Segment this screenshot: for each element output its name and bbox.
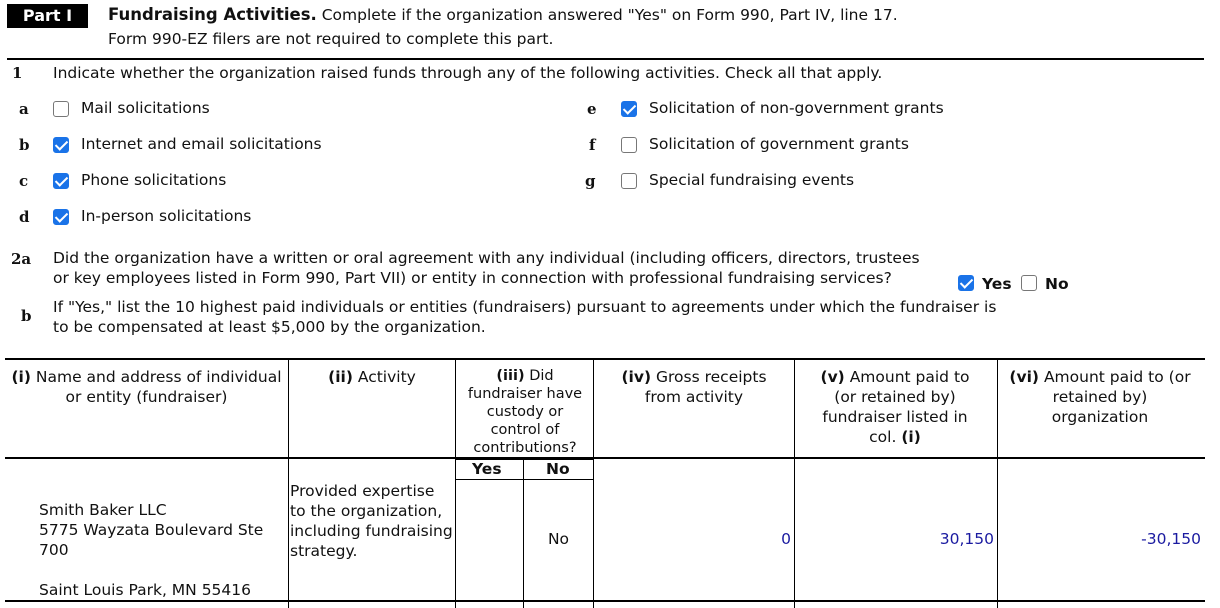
mail-solicitations-checkbox[interactable] xyxy=(53,101,69,117)
col-divider-5 xyxy=(997,360,998,608)
line-2b-text-1: If "Yes," list the 10 highest paid individuals or entities (fundraisers) pursuant to agreements under which the fundraiser is xyxy=(53,298,997,316)
fundraiser-city-state-zip: Saint Louis Park, MN 55416 xyxy=(39,581,252,599)
fundraiser-address-2: 700 xyxy=(39,541,69,559)
header-name-address: (i) Name and address of individual or entity (fundraiser) xyxy=(11,368,282,406)
table-row-bottom-border xyxy=(5,600,1205,602)
agreement-yes-checkbox[interactable] xyxy=(958,275,974,291)
custody-subheader-bottom-border xyxy=(455,479,594,480)
line-2a-text-2: or key employees listed in Form 990, Part VII) or entity in connection with professional fundraising services? xyxy=(53,269,892,287)
custody-no-value: No xyxy=(547,530,570,548)
line-2b-text-2: to be compensated at least $5,000 by the organization. xyxy=(53,318,486,336)
item-letter-a: a xyxy=(19,100,29,118)
part-subtitle: Form 990-EZ filers are not required to complete this part. xyxy=(108,30,554,48)
header-custody-yes: Yes xyxy=(472,460,502,478)
special-events-label: Special fundraising events xyxy=(649,171,855,189)
header-divider xyxy=(7,58,1204,60)
line-1-number: 1 xyxy=(12,64,23,82)
non-government-grants-checkbox[interactable] xyxy=(621,101,637,117)
part-label: Part I xyxy=(7,4,88,28)
government-grants-checkbox[interactable] xyxy=(621,137,637,153)
item-letter-d: d xyxy=(19,208,30,226)
line-2a-text-1: Did the organization have a written or oral agreement with any individual (including officers, directors, trustees xyxy=(53,249,920,267)
phone-solicitations-label: Phone solicitations xyxy=(81,171,227,189)
amount-paid-fundraiser-value: 30,150 xyxy=(939,530,994,548)
col-divider-1 xyxy=(288,360,289,608)
header-activity: (ii) Activity xyxy=(328,368,416,386)
mail-solicitations-label: Mail solicitations xyxy=(81,99,210,117)
header-amount-paid-fundraiser: (v) Amount paid to (or retained by) fundraiser listed in col. (i) xyxy=(820,368,970,446)
in-person-solicitations-checkbox[interactable] xyxy=(53,209,69,225)
item-letter-c: c xyxy=(19,172,29,190)
agreement-no-label: No xyxy=(1045,275,1069,293)
government-grants-label: Solicitation of government grants xyxy=(649,135,909,153)
table-top-border xyxy=(5,358,1205,360)
item-letter-g: g xyxy=(585,172,596,190)
line-1-text: Indicate whether the organization raised funds through any of the following activities. Check all that apply. xyxy=(53,64,883,82)
line-2b-letter: b xyxy=(21,307,32,325)
in-person-solicitations-label: In-person solicitations xyxy=(81,207,252,225)
item-letter-f: f xyxy=(589,136,596,154)
fundraiser-activity: Provided expertise to the organization, including fundraising strategy. xyxy=(290,482,453,560)
special-events-checkbox[interactable] xyxy=(621,173,637,189)
header-gross-receipts: (iv) Gross receipts from activity xyxy=(621,368,767,406)
phone-solicitations-checkbox[interactable] xyxy=(53,173,69,189)
fundraiser-name: Smith Baker LLC xyxy=(39,501,167,519)
item-letter-e: e xyxy=(587,100,597,118)
agreement-no-checkbox[interactable] xyxy=(1021,275,1037,291)
internet-solicitations-label: Internet and email solicitations xyxy=(81,135,322,153)
header-custody: (iii) Did fundraiser have custody or control of contributions? xyxy=(467,368,583,456)
col-divider-2 xyxy=(455,360,456,608)
item-letter-b: b xyxy=(19,136,30,154)
fundraiser-address-1: 5775 Wayzata Boulevard Ste xyxy=(39,521,264,539)
line-2a-number: 2a xyxy=(11,250,32,268)
part-title: Fundraising Activities. xyxy=(108,5,317,24)
amount-paid-organization-value: -30,150 xyxy=(1141,530,1201,548)
non-government-grants-label: Solicitation of non-government grants xyxy=(649,99,944,117)
col-divider-3 xyxy=(593,360,594,608)
agreement-yes-label: Yes xyxy=(982,275,1012,293)
gross-receipts-value: 0 xyxy=(781,530,791,548)
internet-solicitations-checkbox[interactable] xyxy=(53,137,69,153)
part-title-instructions: Complete if the organization answered "Yes" on Form 990, Part IV, line 17. xyxy=(321,6,898,24)
part-title-line xyxy=(108,5,898,24)
col-divider-4 xyxy=(794,360,795,608)
header-custody-no: No xyxy=(546,460,570,478)
table-header-bottom-border xyxy=(5,457,1205,459)
header-amount-paid-organization: (vi) Amount paid to (or retained by) organization xyxy=(1009,368,1191,426)
